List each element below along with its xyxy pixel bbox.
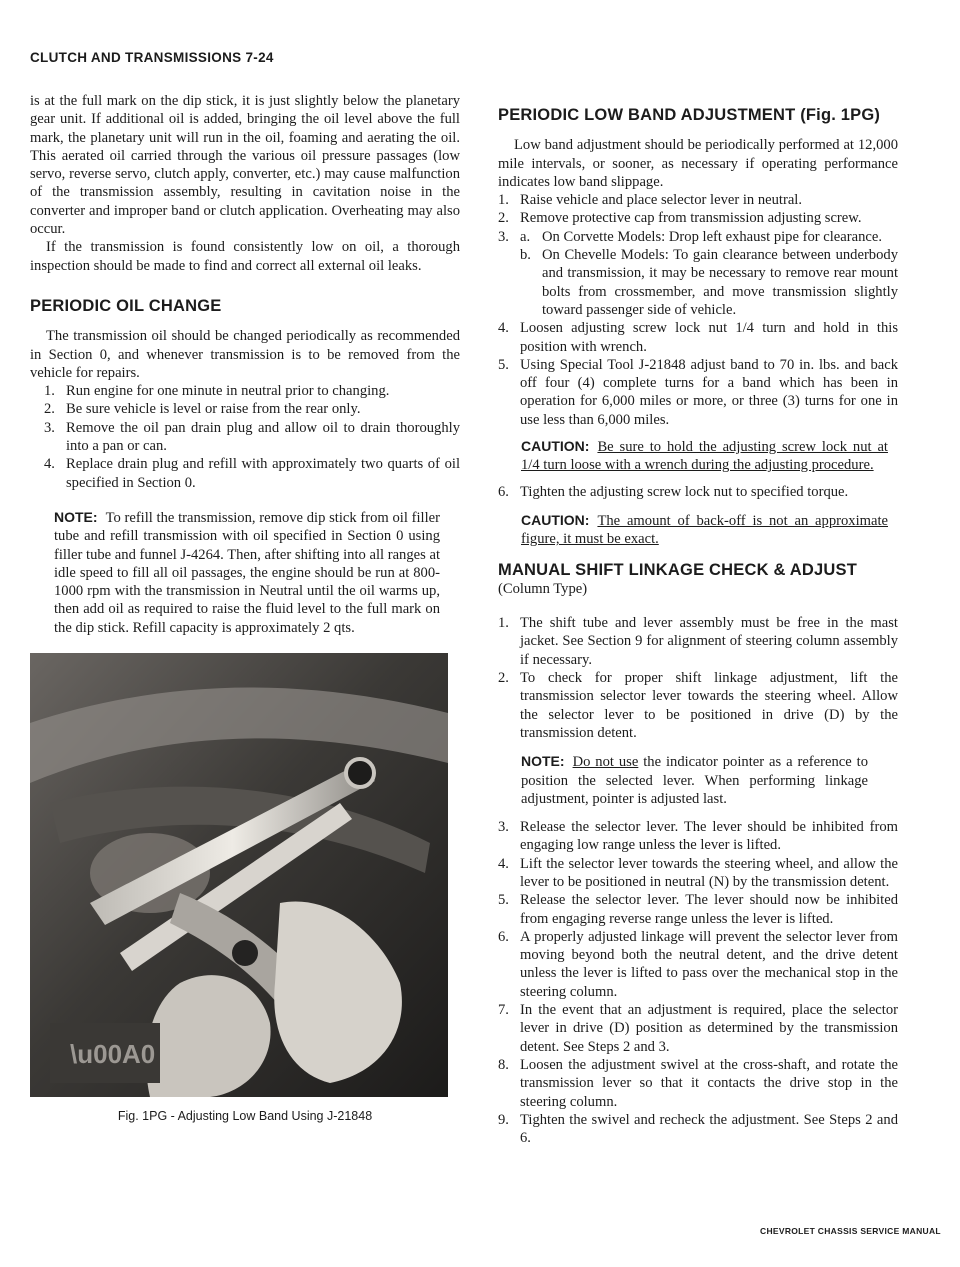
oil-change-paragraph: The transmission oil should be changed periodically as recommended in Section 0, and whenever transmission is to be removed from the vehicle for repairs. <box>30 328 460 381</box>
caution-label: CAUTION: <box>521 511 590 528</box>
page-footer: CHEVROLET CHASSIS SERVICE MANUAL <box>760 1226 941 1236</box>
linkage-subtitle: (Column Type) <box>498 580 588 597</box>
list-item: 6. A properly adjusted linkage will prevent the selector lever from moving beyond both the neutral detent, and the drive detent unless the lever is lifted to pass over the mechanical stop in the steering column. <box>498 928 898 1000</box>
note-label: NOTE: <box>54 508 98 525</box>
list-item: 9. Tighten the swivel and recheck the adjustment. See Steps 2 and 6. <box>498 1111 898 1147</box>
list-item: 1. The shift tube and lever assembly must be free in the mast jacket. See Section 9 for alignment of steering column assembly if necessary. <box>498 615 898 668</box>
linkage-steps <box>498 614 898 742</box>
list-item: a. On Corvette Models: Drop left exhaust pipe for clearance. <box>520 228 882 245</box>
note-text: To refill the transmission, remove dip stick from oil filler tube and refill transmission with oil specified in Section 0 using filler tube and funnel J-4264. Then, after shifting into all ranges at idle speed to fill all oil passages, the engine should be run at 800-1000 rpm with the transmission in Neutral until the oil warms up, then add oil as required to raise the fluid level to the full mark on the dip stick. Refill capacity is approximately 2 qts. <box>54 509 440 636</box>
caution-exact-backoff <box>521 511 888 549</box>
list-item: 2. Remove protective cap from transmission adjusting screw. <box>498 210 862 227</box>
linkage-note <box>521 752 868 808</box>
page-header: CLUTCH AND TRANSMISSIONS 7-24 <box>30 50 274 65</box>
linkage-steps-continued <box>498 818 898 1147</box>
photo-illustration <box>30 653 448 1097</box>
intro-paragraph-1: is at the full mark on the dip stick, it is just slightly below the planetary gear unit. If additional oil is added, bringing the oil level above the full mark, the planetary unit will run in the oil, foaming and aerating the oil. This aerated oil carried through the various oil pressure passages (low servo, reverse servo, clutch apply, converter, etc.) may cause malfunction of the transmission assembly, resulting in cavitation noise in the converter and improper band or clutch application. Overheating may also occur. <box>30 93 460 238</box>
list-item: 2. To check for proper shift linkage adjustment, lift the transmission selector lever towards the steering wheel. Allow the selector lever to be positioned in drive (D) by the transmission detent. <box>498 670 898 741</box>
list-item: 2. Be sure vehicle is level or raise from the rear only. <box>44 401 361 418</box>
list-item: 4. Loosen adjusting screw lock nut 1/4 turn and hold in this position with wrench. <box>498 320 898 355</box>
list-item: 1. Run engine for one minute in neutral prior to changing. <box>44 383 390 400</box>
band-adjustment-steps <box>498 191 898 429</box>
caution-hold-nut <box>521 437 888 475</box>
list-item: 3. a. On Corvette Models: Drop left exhaust pipe for clearance. b. On Chevelle Models: To gain clearance between underbody and transmission, it may be necessary to remove rear mount bolts from crossmember, and move transmission slightly toward passenger side of vehicle. <box>498 228 898 318</box>
list-item: 5. Using Special Tool J-21848 adjust band to 70 in. lbs. and back off four (4) complete turns for a band which has been in operation for 6,000 miles or more, or three (3) turns for one in use less than 6,000 miles. <box>498 356 898 428</box>
list-item: b. On Chevelle Models: To gain clearance between underbody and transmission, it may be necessary to remove rear mount bolts from crossmember, and move transmission slightly toward passenger side of vehicle. <box>520 247 898 318</box>
oil-change-heading: PERIODIC OIL CHANGE <box>30 296 222 315</box>
list-item: 4. Replace drain plug and refill with approximately two quarts of oil specified in Section 0. <box>44 456 460 491</box>
band-adjustment-heading: PERIODIC LOW BAND ADJUSTMENT (Fig. 1PG) <box>498 106 881 124</box>
right-column <box>498 92 898 1147</box>
figure-caption: Fig. 1PG - Adjusting Low Band Using J-21848 <box>117 1109 373 1124</box>
band-adjustment-paragraph: Low band adjustment should be periodically performed at 12,000 mile intervals, or sooner, as necessary if operating performance indicates low band slippage. <box>498 137 898 190</box>
note-underlined: Do not use <box>572 754 639 771</box>
list-item: 6. Tighten the adjusting screw lock nut to specified torque. <box>498 483 849 500</box>
sub-steps <box>520 228 898 319</box>
caution-label: CAUTION: <box>521 438 590 455</box>
band-adjustment-steps-continued <box>498 483 898 501</box>
caution-text: Be sure to hold the adjusting screw lock nut at 1/4 turn loose with a wrench during the adjusting procedure. <box>521 439 888 474</box>
list-item: 8. Loosen the adjustment swivel at the cross-shaft, and rotate the transmission lever so that it contacts the drive stop in the steering column. <box>498 1056 898 1110</box>
list-item: 3. Release the selector lever. The lever should be inhibited from engaging low range unless the lever is lifted. <box>498 819 898 854</box>
intro-paragraph-2: If the transmission is found consistently low on oil, a thorough inspection should be made to find and correct all external oil leaks. <box>30 239 460 274</box>
list-item: 1. Raise vehicle and place selector lever in neutral. <box>498 192 803 209</box>
note-label: NOTE: <box>521 753 565 770</box>
left-column <box>30 92 460 1125</box>
linkage-heading: MANUAL SHIFT LINKAGE CHECK & ADJUST <box>498 560 858 579</box>
list-item: 7. In the event that an adjustment is required, place the selector lever in drive (D) position as determined by the transmission detent. See Steps 2 and 3. <box>498 1002 898 1055</box>
list-item: 4. Lift the selector lever towards the steering wheel, and allow the lever to be positioned in neutral (N) by the transmission detent. <box>498 855 898 890</box>
list-item: 5. Release the selector lever. The lever should now be inhibited from engaging reverse range unless the lever is lifted. <box>498 892 898 927</box>
oil-change-steps <box>44 382 460 492</box>
note-text: the indicator pointer as a reference to position the selected lever. When performing linkage adjustment, pointer is adjusted last. <box>521 754 868 807</box>
svg-text:\u00A0: \u00A0 <box>70 1039 156 1070</box>
list-item: 3. Remove the oil pan drain plug and allow oil to drain thoroughly into a pan or can. <box>44 419 460 455</box>
caution-text: The amount of back-off is not an approximate figure, it must be exact. <box>521 512 888 548</box>
figure-low-band-adjustment <box>30 653 448 1097</box>
refill-note <box>54 508 440 637</box>
